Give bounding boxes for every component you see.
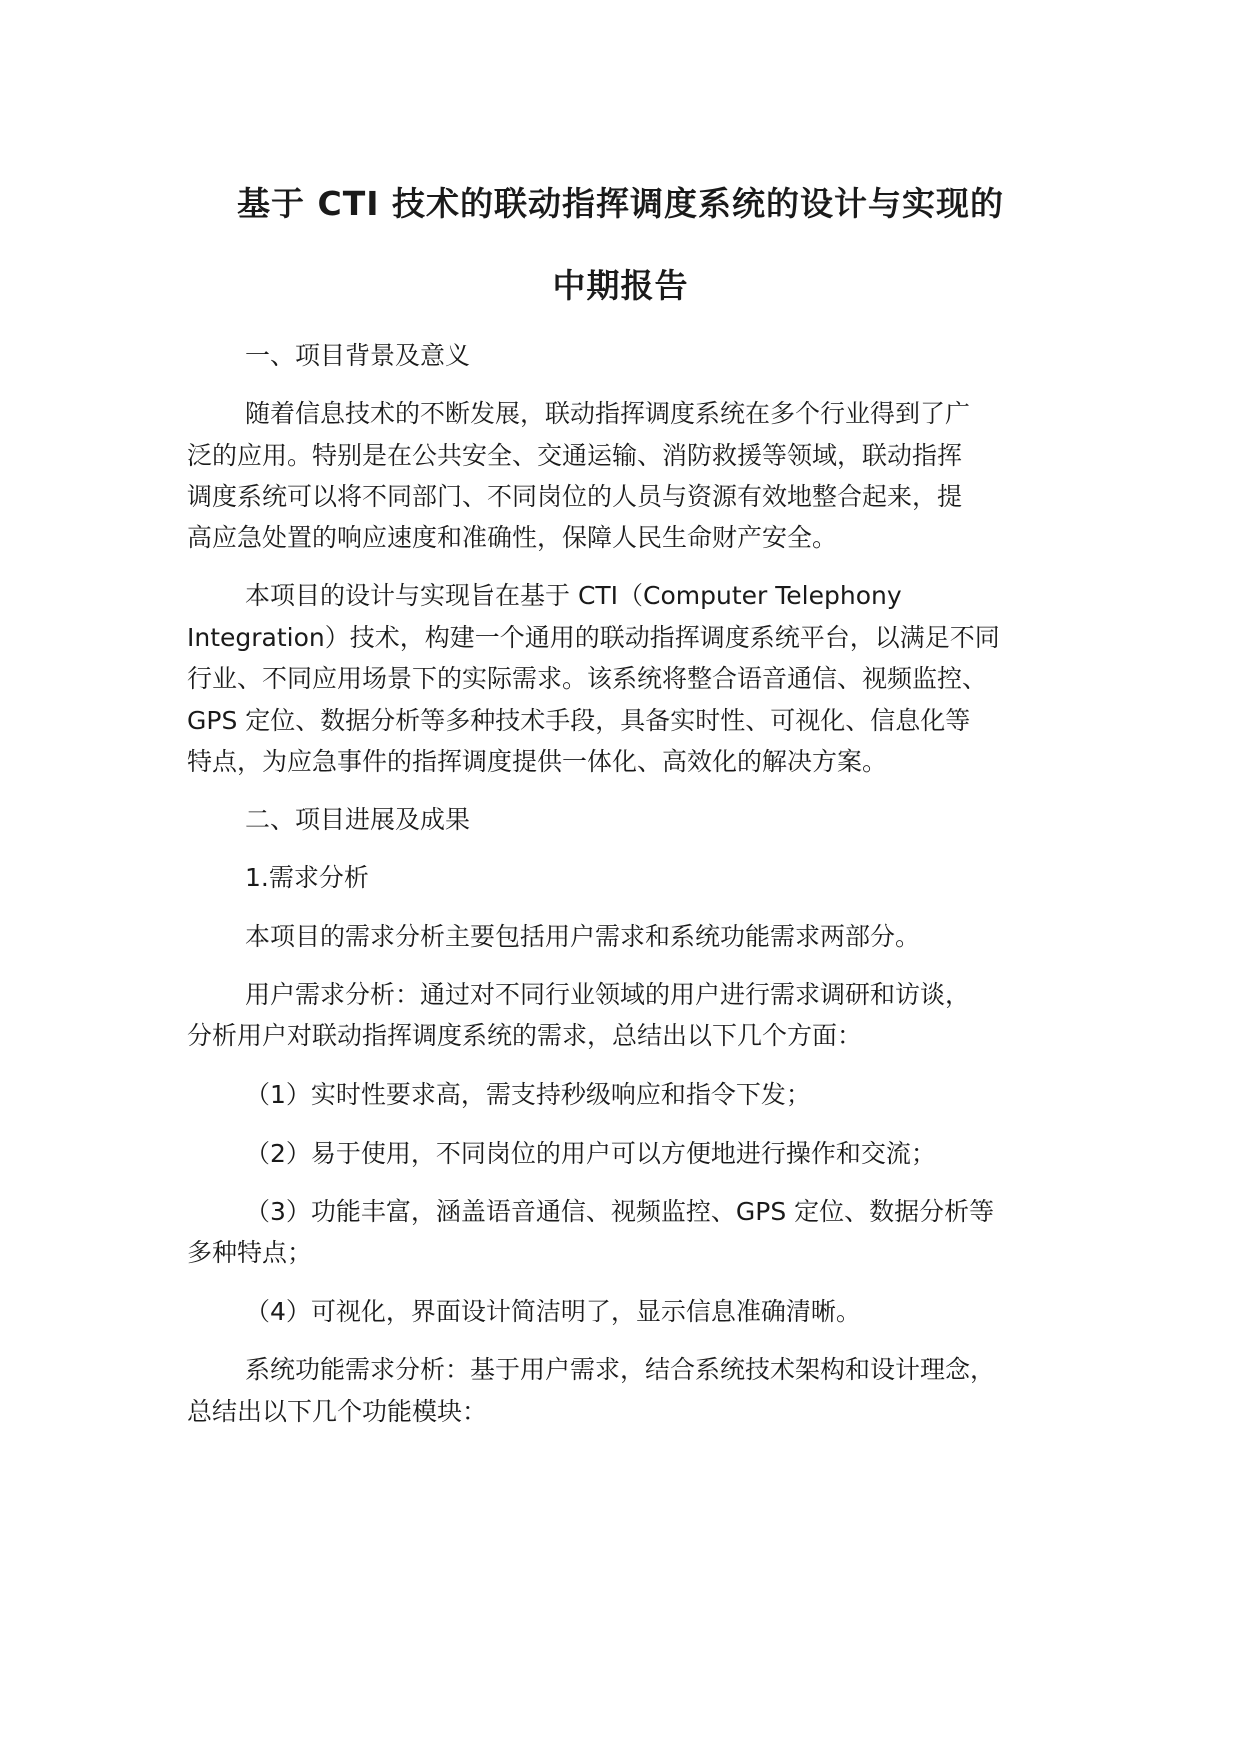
paragraph-line: 分析用户对联动指挥调度系统的需求，总结出以下几个方面： <box>187 1021 863 1050</box>
list-item: （1）实时性要求高，需支持秒级响应和指令下发； <box>245 1080 811 1109</box>
paragraph-line: 特点，为应急事件的指挥调度提供一体化、高效化的解决方案。 <box>187 747 888 776</box>
paragraph-line: 用户需求分析：通过对不同行业领域的用户进行需求调研和访谈， <box>245 980 971 1009</box>
list-item-continuation: 多种特点； <box>187 1238 313 1267</box>
section-heading-progress: 二、项目进展及成果 <box>245 805 471 834</box>
list-item: （3）功能丰富，涵盖语音通信、视频监控、GPS 定位、数据分析等 <box>245 1197 995 1226</box>
document-title-line-1: 基于 CTI 技术的联动指挥调度系统的设计与实现的 <box>237 184 1004 223</box>
paragraph-line: GPS 定位、数据分析等多种技术手段，具备实时性、可视化、信息化等 <box>187 706 971 735</box>
paragraph-line: 系统功能需求分析：基于用户需求，结合系统技术架构和设计理念， <box>245 1355 996 1384</box>
paragraph-line: 总结出以下几个功能模块： <box>187 1397 488 1426</box>
subsection-heading-requirements: 1.需求分析 <box>245 863 369 892</box>
paragraph-line: 随着信息技术的不断发展，联动指挥调度系统在多个行业得到了广 <box>245 399 971 428</box>
paragraph-line: 本项目的需求分析主要包括用户需求和系统功能需求两部分。 <box>245 922 921 951</box>
section-heading-background: 一、项目背景及意义 <box>245 341 471 370</box>
paragraph-line: 泛的应用。特别是在公共安全、交通运输、消防救援等领域，联动指挥 <box>187 441 963 470</box>
list-item: （4）可视化，界面设计简洁明了，显示信息准确清晰。 <box>245 1297 861 1326</box>
paragraph-line: 调度系统可以将不同部门、不同岗位的人员与资源有效地整合起来，提 <box>187 482 963 511</box>
list-item: （2）易于使用，不同岗位的用户可以方便地进行操作和交流； <box>245 1139 936 1168</box>
document-title-line-2: 中期报告 <box>552 266 689 305</box>
paragraph-line: 行业、不同应用场景下的实际需求。该系统将整合语音通信、视频监控、 <box>187 664 988 693</box>
paragraph-line: Integration）技术，构建一个通用的联动指挥调度系统平台，以满足不同 <box>187 623 1000 652</box>
paragraph-line: 本项目的设计与实现旨在基于 CTI（Computer Telephony <box>245 581 902 610</box>
paragraph-line: 高应急处置的响应速度和准确性，保障人民生命财产安全。 <box>187 523 838 552</box>
